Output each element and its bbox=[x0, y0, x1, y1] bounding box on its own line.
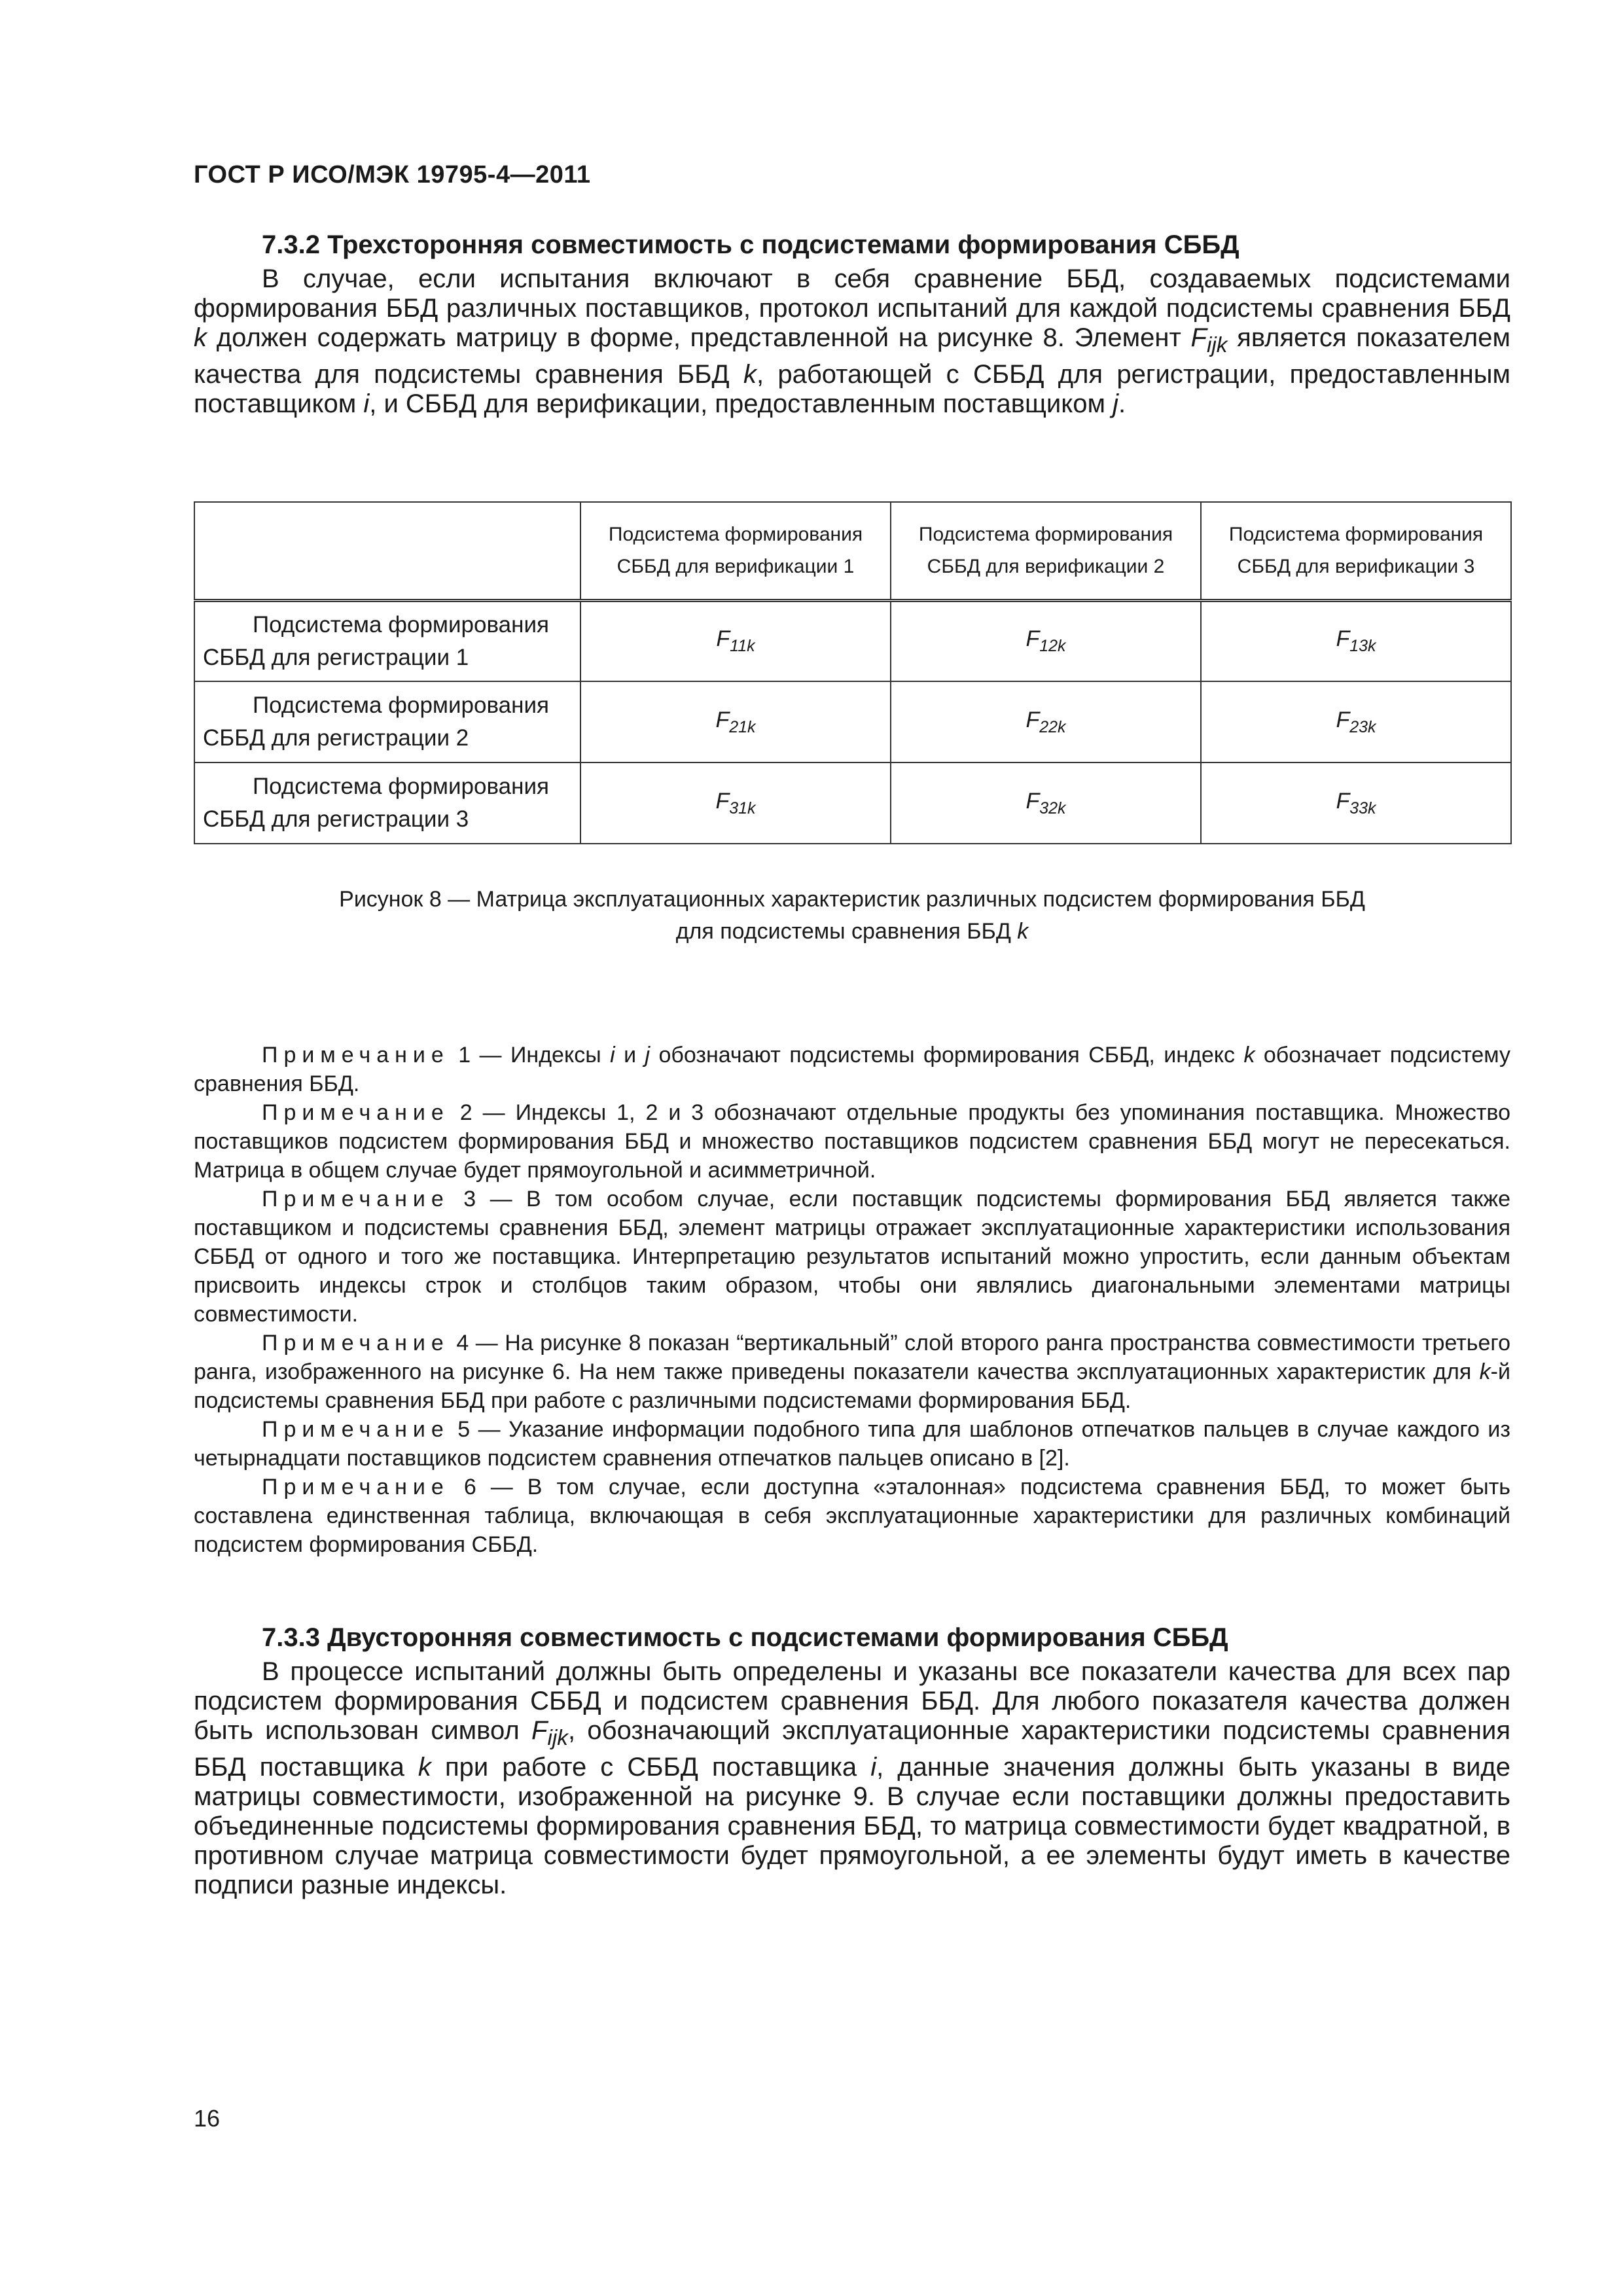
section-7-3-3-paragraph: В процессе испытаний должны быть определены и указаны все показатели качества для всех пар подсистем формирования СББД и подсистем сравнения ББД. Для любого показателя качества должен быть использован символ $F_{ijk}$, обозначающий эксплуатационные характеристики подсистемы сравнения ББД поставщика k при работе с СББД поставщика i, данные значения должны быть указаны в виде матрицы совместимости, изображенной на рисунке 9. В случае если поставщики должны предоставить объединенные подсистемы формирования сравнения ББД, то матрица совместимости будет квадратной, в противном случае матрица совместимости будет прямоугольной, а ее элементы будут иметь в качестве подписи разные индексы. bbox=[194, 1657, 1511, 1899]
matrix-column-header: Подсистема формирования СББД для верификации 3 bbox=[1201, 502, 1511, 600]
matrix-header-row bbox=[194, 502, 1511, 600]
matrix-cell: $F_{22k}$ bbox=[891, 681, 1201, 762]
section-7-3-2-title: 7.3.2 Трехсторонняя совместимость с подсистемами формирования СББД bbox=[262, 230, 1240, 259]
notes-block bbox=[194, 1041, 1510, 1559]
matrix-cell: $F_{32k}$ bbox=[891, 762, 1201, 844]
section-7-3-2-paragraph: В случае, если испытания включают в себя сравнение ББД, создаваемых подсистемами формирования ББД различных поставщиков, протокол испытаний для каждой подсистемы сравнения ББД k должен содержать матрицу в форме, представленной на рисунке 8. Элемент $F_{ijk}$ является показателем качества для подсистемы сравнения ББД k, работающей с СББД для регистрации, предоставленным поставщиком i, и СББД для верификации, предоставленным поставщиком j. bbox=[194, 264, 1510, 418]
note-1: Примечание 1 — Индексы i и j обозначают подсистемы формирования СББД, индекс k обозначает подсистему сравнения ББД. bbox=[194, 1043, 1510, 1096]
matrix-row-header: Подсистема формирования СББД для регистрации 2 bbox=[194, 681, 580, 762]
note-4: Примечание 4 — На рисунке 8 показан “вертикальный” слой второго ранга пространства совместимости третьего ранга, изображенного на рисунке 6. На нем также приведены показатели качества эксплуатационных характеристик для k-й подсистемы сравнения ББД при работе с различными подсистемами формирования ББД. bbox=[194, 1331, 1510, 1413]
document-header: ГОСТ Р ИСО/МЭК 19795-4—2011 bbox=[194, 161, 591, 188]
note-5: Примечание 5 — Указание информации подобного типа для шаблонов отпечатков пальцев в случае каждого из четырнадцати поставщиков подсистем сравнения отпечатков пальцев описано в [2]. bbox=[194, 1417, 1511, 1471]
matrix-row bbox=[194, 681, 1511, 762]
matrix-cell: $F_{31k}$ bbox=[580, 762, 891, 844]
compatibility-matrix-table bbox=[194, 501, 1512, 844]
matrix-row bbox=[194, 762, 1511, 844]
matrix-cell: $F_{23k}$ bbox=[1201, 681, 1511, 762]
matrix-row-header: Подсистема формирования СББД для регистрации 1 bbox=[194, 600, 580, 681]
matrix-cell: $F_{33k}$ bbox=[1201, 762, 1511, 844]
matrix-row-header: Подсистема формирования СББД для регистрации 3 bbox=[194, 762, 580, 844]
matrix-cell: $F_{21k}$ bbox=[580, 681, 891, 762]
section-7-3-3-title: 7.3.3 Двусторонняя совместимость с подсистемами формирования СББД bbox=[262, 1623, 1228, 1652]
page-number: 16 bbox=[194, 2105, 221, 2132]
matrix-cell: $F_{12k}$ bbox=[891, 600, 1201, 681]
matrix-column-header: Подсистема формирования СББД для верификации 2 bbox=[891, 502, 1201, 600]
matrix-column-header: Подсистема формирования СББД для верификации 1 bbox=[580, 502, 891, 600]
matrix-row bbox=[194, 600, 1511, 681]
matrix-cell: $F_{11k}$ bbox=[580, 600, 891, 681]
figure-caption: Рисунок 8 — Матрица эксплуатационных характеристик различных подсистем формирования ББД для подсистемы сравнения ББД k bbox=[339, 887, 1365, 944]
matrix-cell: $F_{13k}$ bbox=[1201, 600, 1511, 681]
note-3: Примечание 3 — В том особом случае, если поставщик подсистемы формирования ББД является также поставщиком и подсистемы сравнения ББД, элемент матрицы отражает эксплуатационные характеристики использования СББД от одного и того же поставщика. Интерпретацию результатов испытаний можно упростить, если данным объектам присвоить индексы строк и столбцов таким образом, чтобы они являлись диагональными элементами матрицы совместимости. bbox=[194, 1187, 1511, 1327]
note-6: Примечание 6 — В том случае, если доступна «эталонная» подсистема сравнения ББД, то может быть составлена единственная таблица, включающая в себя эксплуатационные характеристики для различных комбинаций подсистем формирования СББД. bbox=[194, 1475, 1510, 1557]
note-2: Примечание 2 — Индексы 1, 2 и 3 обозначают отдельные продукты без упоминания поставщика. Множество поставщиков подсистем формирования ББД и множество поставщиков подсистем сравнения ББД могут не пересекаться. Матрица в общем случае будет прямоугольной и асимметричной. bbox=[194, 1100, 1510, 1183]
matrix-corner-cell bbox=[194, 502, 580, 600]
